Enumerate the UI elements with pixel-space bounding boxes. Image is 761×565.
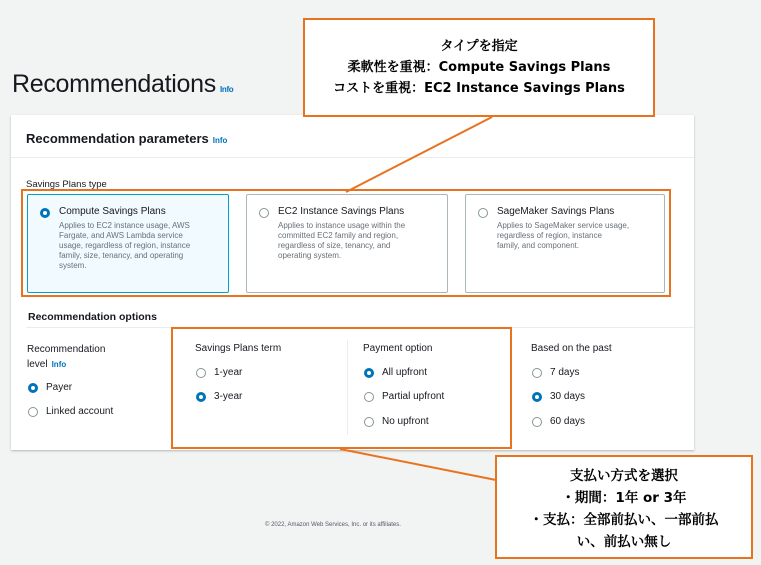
page-title-text: Recommendations (12, 70, 216, 98)
no-upfront-label[interactable]: No upfront (382, 416, 429, 427)
callout-line: タイプを指定 (440, 39, 518, 54)
recommendation-options-title: Recommendation options (28, 311, 157, 323)
callout-line: ・支払：全部前払い、一部前払 (529, 512, 719, 528)
desc-line: regardless of size, tenancy, and (278, 241, 391, 250)
term-label: Savings Plans term (195, 343, 282, 354)
desc-line: Applies to EC2 instance usage, AWS (59, 221, 190, 230)
all-upfront-label[interactable]: All upfront (382, 367, 428, 378)
tile-title: EC2 Instance Savings Plans (278, 206, 405, 217)
tile-title: Compute Savings Plans (59, 206, 166, 217)
30-days-label[interactable]: 30 days (550, 391, 586, 402)
callout-line: ・期間：1年 or 3年 (561, 490, 687, 506)
desc-line: Fargate, and AWS Lambda service (59, 231, 183, 240)
footer-copyright: © 2022, Amazon Web Services, Inc. or its affiliates. (265, 522, 401, 528)
desc-line: Applies to instance usage within the (278, 221, 406, 230)
savings-plans-type-label: Savings Plans type (26, 179, 107, 190)
60-days-label[interactable]: 60 days (550, 416, 586, 427)
callout-line: い、前払い無し (576, 534, 672, 550)
desc-line: regardless of region, instance (497, 231, 602, 240)
desc-line: operating system. (278, 251, 342, 260)
linked-account-label[interactable]: Linked account (46, 406, 114, 417)
callout-line: 支払い方式を選択 (570, 468, 678, 484)
payment-option-label: Payment option (363, 343, 433, 354)
desc-line: family, size, tenancy, and operating (59, 251, 184, 260)
term-3-year-label[interactable]: 3-year (214, 391, 243, 402)
parameters-info-link[interactable]: Info (212, 136, 228, 145)
tile-title: SageMaker Savings Plans (497, 206, 615, 217)
level-label-line: level (27, 359, 48, 370)
top-connector-line (346, 117, 492, 192)
term-1-year-label[interactable]: 1-year (214, 367, 243, 378)
desc-line: Applies to SageMaker service usage, (497, 221, 630, 230)
bottom-connector-line (340, 449, 496, 480)
level-label-line: Recommendation (27, 344, 106, 355)
desc-line: family, and component. (497, 241, 580, 250)
desc-line: system. (59, 261, 87, 270)
7-days-label[interactable]: 7 days (550, 367, 580, 378)
based-on-past-label: Based on the past (531, 343, 612, 354)
page-info-link[interactable]: Info (219, 85, 234, 94)
payer-label[interactable]: Payer (46, 382, 73, 393)
payment-callout (495, 455, 753, 559)
desc-line: usage, regardless of region, instance (59, 241, 191, 250)
callout-line: 柔軟性を重視：Compute Savings Plans (347, 60, 611, 75)
level-info-link[interactable]: Info (51, 360, 67, 369)
partial-upfront-label[interactable]: Partial upfront (382, 391, 445, 402)
parameters-title-text: Recommendation parameters (26, 131, 209, 146)
type-callout (303, 18, 655, 117)
desc-line: committed EC2 family and region, (278, 231, 399, 240)
callout-line: コストを重視：EC2 Instance Savings Plans (333, 81, 625, 96)
